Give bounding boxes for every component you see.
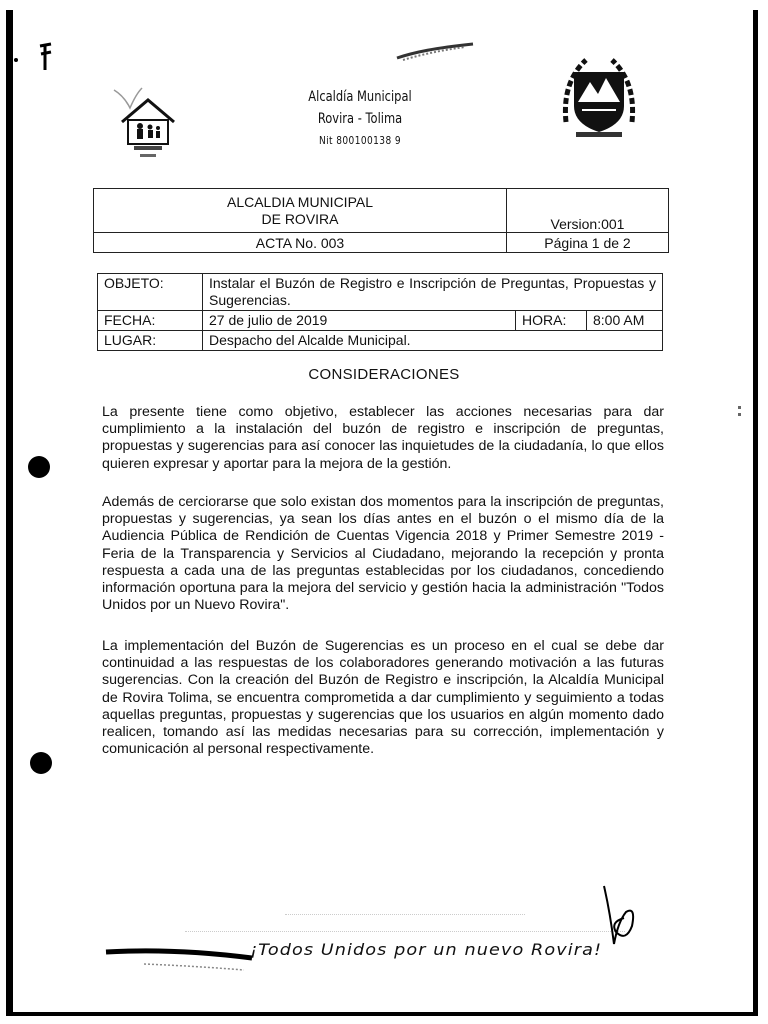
scan-dot	[14, 58, 18, 62]
header-line-alcaldia: Alcaldía Municipal	[308, 89, 412, 105]
hora-label: HORA:	[516, 311, 587, 331]
header-line-nit: Nit 800100138 9	[318, 134, 402, 147]
version-cell: Version:001	[507, 189, 669, 233]
paragraph-objective: La presente tiene como objetivo, establecer las acciones necesarias para dar cumplimiento a la instalación del buzón de registro e inscripción de preguntas, propuestas y sugerencias para así conocer las inquietudes de la ciudadanía, lo que ellos quieren expresar y aportar para la mejora de la gestión.	[102, 404, 664, 472]
hora-value: 8:00 AM	[587, 311, 663, 331]
objeto-label: OBJETO:	[98, 274, 203, 311]
lugar-value: Despacho del Alcalde Municipal.	[203, 331, 663, 351]
objeto-value: Instalar el Buzón de Registro e Inscripción de Preguntas, Propuestas y Sugerencias.	[203, 274, 663, 311]
corner-mark	[38, 42, 54, 72]
footer-brush-stroke	[104, 944, 254, 974]
org-name-line1: ALCALDIA MUNICIPAL	[226, 193, 373, 210]
meeting-info-table	[97, 273, 663, 351]
fecha-label: FECHA:	[98, 311, 203, 331]
margin-mark	[738, 406, 741, 418]
org-name-cell	[94, 189, 507, 233]
header-line-rovira: Rovira - Tolima	[317, 111, 403, 127]
municipal-shield-logo	[560, 52, 638, 140]
acta-number-cell: ACTA No. 003	[94, 233, 507, 253]
footer-slogan: ¡Todos Unidos por un nuevo Rovira!	[250, 940, 603, 959]
footer-contact-faded	[175, 904, 635, 932]
punch-hole-top	[28, 456, 50, 478]
lugar-label: LUGAR:	[98, 331, 203, 351]
punch-hole-bottom	[30, 752, 52, 774]
top-scribble	[395, 42, 475, 62]
section-title: CONSIDERACIONES	[308, 366, 460, 383]
house-family-logo	[108, 84, 186, 162]
paragraph-implementation: La implementación del Buzón de Sugerencias es un proceso en el cual se debe dar continuidad a las respuestas de los colaboradores generando motivación a las futuras sugerencias. Con la creación del Buzón de Registro e inscripción, la Alcaldía Municipal de Rovira Tolima, se encuentra comprometida a dar cumplimiento y seguimiento a todas aquellas preguntas, propuestas y sugerencias que los usuarios en algún momento dado realicen, tomando así las medidas necesarias para su corrección, implementación y comunicación al personal respectivamente.	[102, 638, 664, 758]
document-control-table	[93, 188, 669, 253]
page-number-cell: Página 1 de 2	[507, 233, 669, 253]
signature	[596, 882, 640, 952]
paragraph-moments: Además de cerciorarse que solo existan dos momentos para la inscripción de preguntas, propuestas y sugerencias, ya sean los días antes en el buzón o el mismo día de la Audiencia Pública de Rendición de Cuentas Vigencia 2018 y Primer Semestre 2019 - Feria de la Transparencia y Servicios al Ciudadano, mejorando la recepción y pronta respuesta a cada una de las preguntas establecidas por los ciudadanos, concediendo información oportuna para la mejora del servicio y gestión hacia la administración "Todos Unidos por un Nuevo Rovira".	[102, 494, 664, 614]
header-title	[303, 86, 418, 152]
fecha-value: 27 de julio de 2019	[203, 311, 516, 331]
org-name-line2: DE ROVIRA	[261, 210, 339, 227]
